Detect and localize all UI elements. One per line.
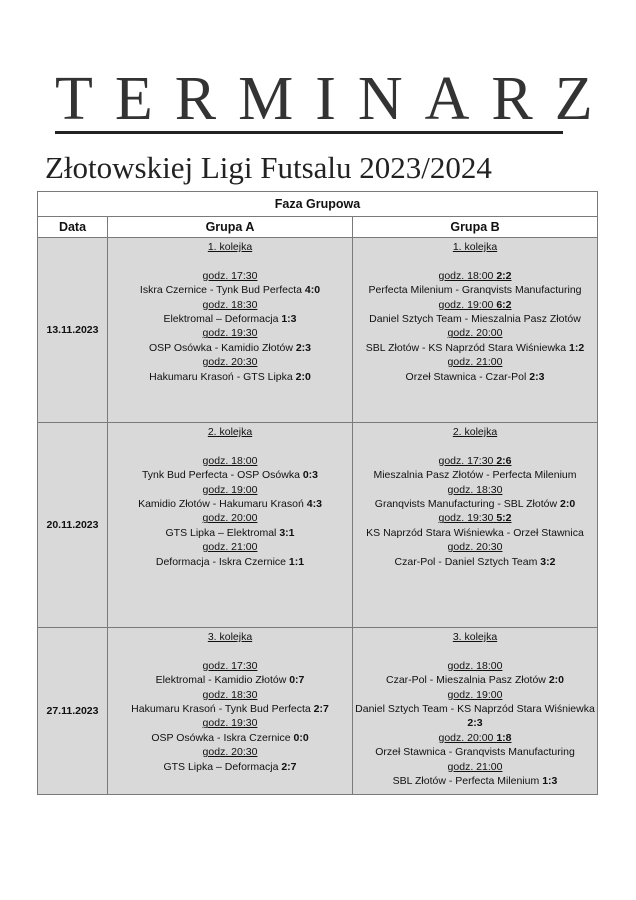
match-time: [353, 688, 597, 702]
round-date: 13.11.2023: [38, 238, 108, 423]
match-teams-label: Elektromal - Kamidio Złotów: [155, 674, 287, 687]
match-time-label: godz. 19:00: [202, 483, 258, 496]
round-label: 1. kolejka: [452, 241, 498, 253]
group-b-cell: [353, 423, 598, 628]
match-score: 5:2: [496, 512, 512, 525]
match-teams-label: Kamidio Złotów - Hakumaru Krasoń: [138, 498, 304, 511]
page-subtitle: Złotowskiej Ligi Futsalu 2023/2024: [45, 150, 492, 185]
match-time-label: godz. 17:30: [202, 269, 258, 282]
match-time: [353, 326, 597, 340]
match-score: 2:3: [295, 341, 312, 354]
match-teams: [353, 673, 597, 687]
match-teams: [108, 731, 352, 745]
match-time-label: godz. 18:30: [202, 298, 258, 311]
match-time: [353, 298, 597, 312]
match-score: 2:6: [496, 454, 512, 467]
match-teams: [108, 341, 352, 355]
match-time: [108, 355, 352, 369]
match-teams-label: Hakumaru Krasoń - GTS Lipka: [149, 370, 293, 383]
match-time: [108, 269, 352, 283]
match-score: 2:3: [529, 370, 545, 383]
header-date: Data: [38, 217, 108, 238]
match-score: 1:3: [281, 313, 297, 326]
match-score: 2:7: [281, 760, 297, 773]
match-time: [108, 326, 352, 340]
match-teams-label: OSP Osówka - Iskra Czernice: [151, 731, 291, 744]
round-label: 3. kolejka: [452, 631, 498, 643]
match-teams-label: Czar-Pol - Daniel Sztych Team: [394, 555, 538, 568]
round-label: 3. kolejka: [207, 631, 253, 643]
page-title: TERMINARZ: [55, 65, 615, 133]
round-row: [38, 423, 598, 628]
match-time-label: godz. 19:30: [202, 717, 258, 730]
match-score: 1:3: [542, 775, 558, 788]
match-time: [353, 483, 597, 497]
round-date: 27.11.2023: [38, 628, 108, 795]
match-time-label: godz. 18:00: [447, 659, 503, 672]
match-score: 2:0: [295, 370, 311, 383]
group-b-cell: [353, 628, 598, 795]
match-teams-label: Orzeł Stawnica - Granqvists Manufacturing: [375, 746, 575, 759]
match-time: [353, 511, 597, 525]
match-time: [108, 483, 352, 497]
match-time: [353, 659, 597, 673]
match-time: [353, 731, 597, 745]
match-time-label: godz. 20:00: [438, 731, 494, 744]
match-time-label: godz. 21:00: [447, 760, 503, 773]
match-teams-label: Iskra Czernice - Tynk Bud Perfecta: [139, 284, 302, 297]
match-teams-label: Czar-Pol - Mieszalnia Pasz Złotów: [386, 674, 546, 687]
match-time-label: godz. 18:30: [202, 688, 258, 701]
match-teams: [353, 341, 597, 355]
match-teams: [353, 497, 597, 511]
spacer: [353, 254, 597, 268]
match-teams-label: Mieszalnia Pasz Złotów - Perfecta Milenium: [373, 469, 577, 482]
spacer: [353, 644, 597, 658]
match-teams: [108, 526, 352, 540]
match-teams: [353, 745, 597, 759]
match-score: 4:3: [306, 498, 322, 511]
round-label: 1. kolejka: [207, 241, 253, 253]
match-teams: [353, 555, 597, 569]
match-time-label: godz. 18:00: [202, 454, 258, 467]
match-teams-label: KS Naprzód Stara Wiśniewka - Orzeł Stawnica: [366, 526, 584, 539]
spacer: [108, 644, 352, 658]
match-score: 2:3: [467, 717, 483, 730]
match-time: [353, 454, 597, 468]
match-time: [108, 298, 352, 312]
match-score: 1:8: [496, 731, 512, 744]
match-teams-label: Hakumaru Krasoń - Tynk Bud Perfecta: [131, 703, 311, 716]
header-group-b: Grupa B: [353, 217, 598, 238]
match-score: 0:7: [289, 674, 305, 687]
group-a-cell: [108, 238, 353, 423]
match-teams-label: Deformacja - Iskra Czernice: [155, 555, 286, 568]
match-time-label: godz. 21:00: [447, 356, 503, 369]
match-teams: [108, 555, 352, 569]
match-score: 0:0: [293, 731, 309, 744]
match-time: [108, 540, 352, 554]
match-time-label: godz. 17:30: [438, 454, 494, 467]
match-time-label: godz. 20:30: [202, 356, 258, 369]
match-time-label: godz. 21:00: [202, 541, 258, 554]
match-teams: [353, 283, 597, 297]
match-time-label: godz. 20:00: [447, 327, 503, 340]
match-time-label: godz. 19:00: [447, 688, 503, 701]
match-time: [353, 760, 597, 774]
match-teams-label: Granqvists Manufacturing - SBL Złotów: [374, 498, 558, 511]
match-teams-label: SBL Złotów - KS Naprzód Stara Wiśniewka: [365, 341, 567, 354]
match-teams-label: Elektromal – Deformacja: [163, 313, 279, 326]
spacer: [108, 254, 352, 268]
match-score: 6:2: [496, 298, 512, 311]
match-time-label: godz. 17:30: [202, 659, 258, 672]
match-teams: [108, 497, 352, 511]
round-label: 2. kolejka: [207, 426, 253, 438]
match-score: 2:0: [560, 498, 576, 511]
match-teams: [353, 370, 597, 384]
match-teams: [108, 370, 352, 384]
match-score: 1:1: [288, 555, 305, 568]
match-teams: [353, 526, 597, 540]
match-score: 2:0: [548, 674, 564, 687]
match-time: [353, 269, 597, 283]
match-teams: [353, 702, 597, 731]
match-time-label: godz. 19:30: [438, 512, 494, 525]
match-score: 4:0: [304, 284, 321, 297]
header-group-a: Grupa A: [108, 217, 353, 238]
match-teams-label: Daniel Sztych Team - Mieszalnia Pasz Złotów: [369, 313, 581, 326]
match-teams-label: SBL Złotów - Perfecta Milenium: [392, 775, 540, 788]
match-teams: [108, 702, 352, 716]
match-teams: [108, 312, 352, 326]
match-time: [108, 716, 352, 730]
match-time-label: godz. 20:30: [202, 746, 258, 759]
match-teams-label: Perfecta Milenium - Granqvists Manufacturing: [368, 284, 582, 297]
match-time-label: godz. 20:00: [202, 512, 258, 525]
match-time-label: godz. 18:30: [447, 483, 503, 496]
match-teams-label: OSP Osówka - Kamidio Złotów: [148, 341, 293, 354]
schedule-table: [37, 191, 598, 795]
match-teams: [108, 673, 352, 687]
match-score: 3:1: [279, 526, 295, 539]
match-teams-label: GTS Lipka – Elektromal: [165, 526, 277, 539]
match-teams-label: GTS Lipka – Deformacja: [163, 760, 279, 773]
round-date: 20.11.2023: [38, 423, 108, 628]
match-time-label: godz. 18:00: [438, 269, 494, 282]
group-a-cell: [108, 628, 353, 795]
match-time: [353, 355, 597, 369]
match-teams: [353, 312, 597, 326]
match-time-label: godz. 19:00: [438, 298, 494, 311]
match-time: [108, 659, 352, 673]
match-time: [108, 454, 352, 468]
match-score: 3:2: [540, 555, 556, 568]
round-label: 2. kolejka: [452, 426, 498, 438]
match-teams: [108, 468, 352, 482]
match-score: 2:2: [496, 269, 512, 282]
match-teams: [108, 283, 352, 297]
match-teams-label: Daniel Sztych Team - KS Naprzód Stara Wiśniewka: [355, 703, 595, 716]
match-score: 0:3: [302, 469, 319, 482]
group-b-cell: [353, 238, 598, 423]
match-time: [108, 511, 352, 525]
match-time-label: godz. 20:30: [447, 541, 503, 554]
match-teams-label: Orzeł Stawnica - Czar-Pol: [405, 370, 527, 383]
match-teams: [353, 774, 597, 788]
match-teams-label: Tynk Bud Perfecta - OSP Osówka: [141, 469, 300, 482]
group-a-cell: [108, 423, 353, 628]
match-teams: [108, 760, 352, 774]
match-teams: [353, 468, 597, 482]
match-time: [108, 688, 352, 702]
match-score: 1:2: [569, 341, 585, 354]
phase-header: Faza Grupowa: [38, 192, 598, 217]
match-time: [353, 540, 597, 554]
match-score: 2:7: [313, 703, 329, 716]
match-time: [108, 745, 352, 759]
spacer: [353, 439, 597, 453]
round-row: [38, 238, 598, 423]
round-row: [38, 628, 598, 795]
spacer: [108, 439, 352, 453]
match-time-label: godz. 19:30: [202, 327, 258, 340]
